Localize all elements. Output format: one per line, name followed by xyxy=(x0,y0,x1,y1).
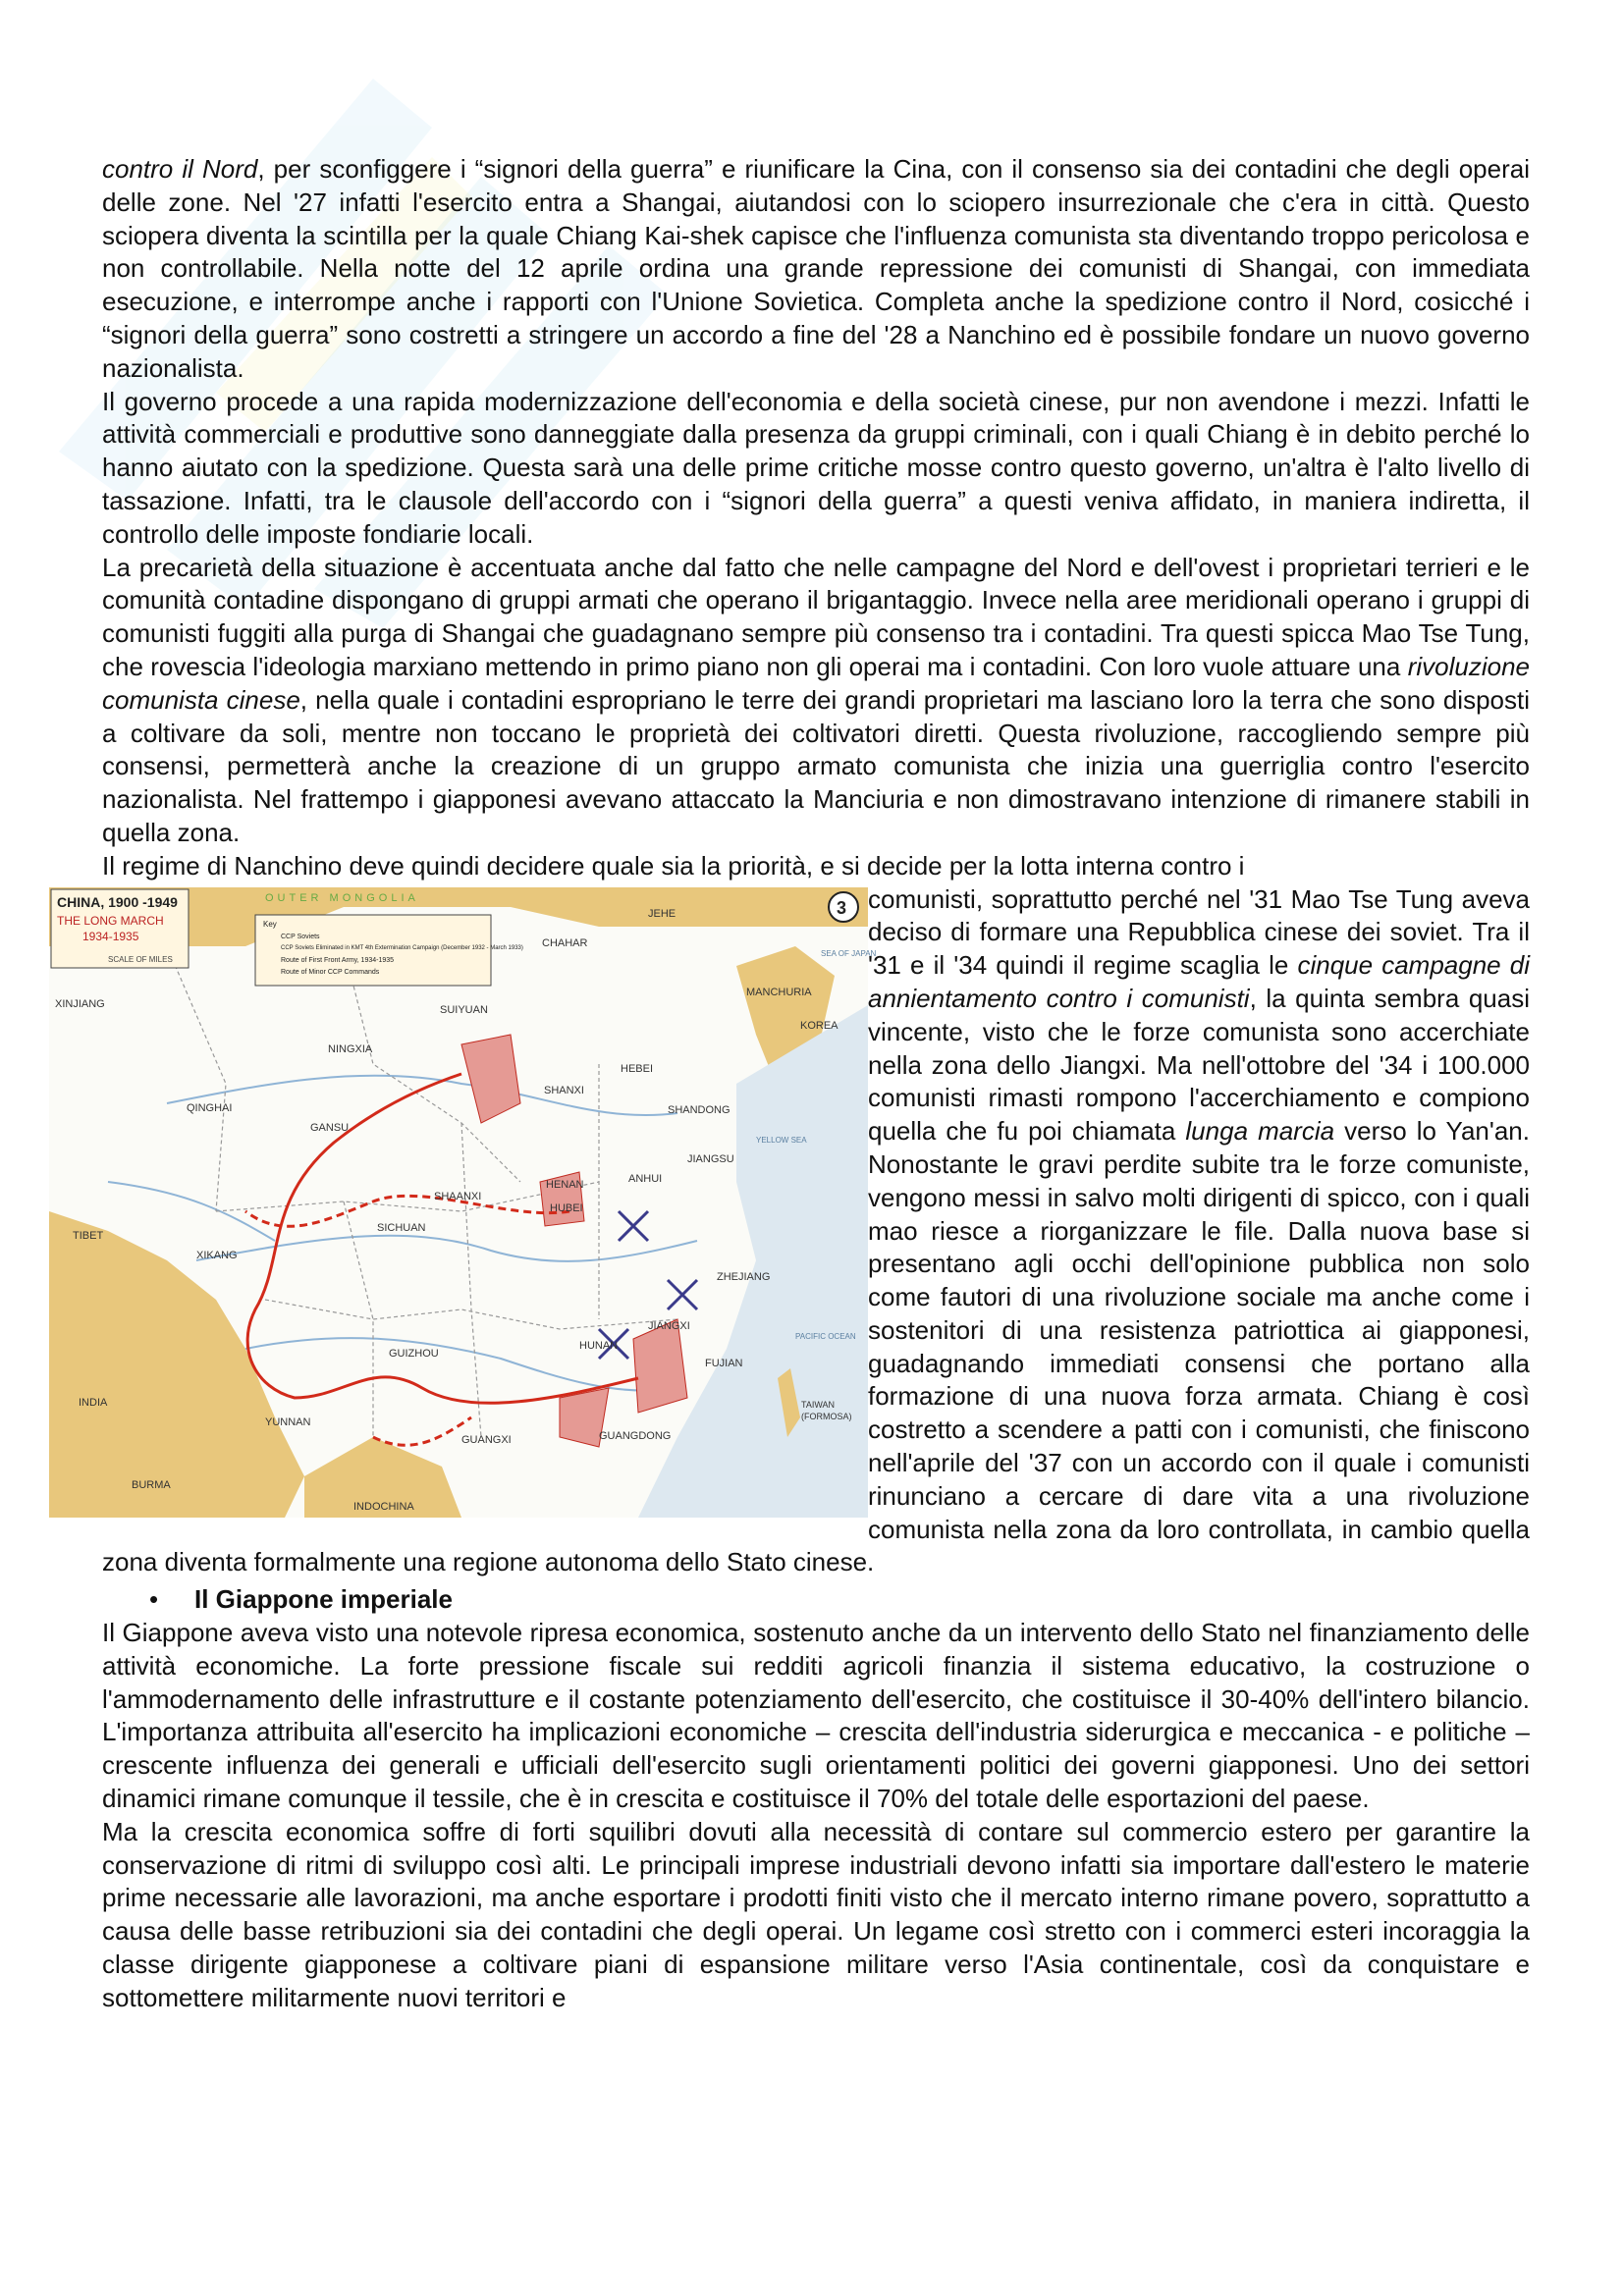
legend-minor-routes: Route of Minor CCP Commands xyxy=(281,968,380,976)
label-anhui: ANHUI xyxy=(628,1172,663,1185)
legend-eliminated: CCP Soviets Eliminated in KMT 4th Extermination Campaign (December 1932 - March 1933) xyxy=(281,944,523,951)
map-years: 1934-1935 xyxy=(82,929,139,943)
legend-key: Key xyxy=(263,919,277,929)
label-burma: BURMA xyxy=(132,1478,171,1491)
map-subtitle: THE LONG MARCH xyxy=(57,913,164,928)
section-heading xyxy=(102,1583,1530,1617)
label-sea-of-japan: SEA OF JAPAN xyxy=(821,948,877,958)
label-formosa: (FORMOSA) xyxy=(801,1411,852,1421)
label-ningxia: NINGXIA xyxy=(328,1042,373,1055)
legend-ccp-soviets: CCP Soviets xyxy=(281,933,320,940)
label-hunan: HUNAN xyxy=(579,1339,619,1352)
label-shanxi: SHANXI xyxy=(544,1084,584,1096)
label-jiangsu: JIANGSU xyxy=(687,1152,734,1165)
map-number: 3 xyxy=(837,897,847,918)
label-fujian: FUJIAN xyxy=(705,1357,743,1369)
label-india: INDIA xyxy=(79,1396,108,1409)
outer-mongolia-label: OUTER MONGOLIA xyxy=(265,891,419,904)
label-manchuria: MANCHURIA xyxy=(746,986,812,998)
paragraph-4-wrapped: comunisti, soprattutto perché nel '31 Mao Tse Tung aveva deciso di formare una Repubblica cinese dei soviet. Tra il '31 e il '34 quindi il regime scaglia le cinque campagne di annientamento contro i comunisti, la quinta sembra quasi vincente, visto che le forze comunista sono accerchiate nella zona dello Jiangxi. Ma nell'ottobre del '34 i 100.000 comunisti rimasti rompono l'accerchiamento e compiono quella che fu poi chiamata lunga marcia verso lo Yan'an. Nonostante le gravi perdite subite tra le forze comuniste, vengono messi in salvo molti dirigenti di spicco, con i quali mao riesce a riorganizzare le file. Dalla nuova base si presentano agli occhi dell'opinione pubblica non solo come fautori di una rivoluzione sociale ma anche come i sostenitori di una resistenza patriottica ai giapponesi, guadagnando immediati consensi che portano alla formazione di una nuova forza armata. Chiang è così costretto a scendere a patti con i comunisti, che finiscono nell'aprile del '37 con un accordo con il quale i comunisti rinunciano a cercare di dare vita a una rivoluzione comunista nella zona da loro controllata, in cambio quella zona diventa formalmente una regione autonoma dello Stato cinese. xyxy=(102,883,1531,1577)
label-qinghai: QINGHAI xyxy=(187,1101,233,1114)
label-jiangxi: JIANGXI xyxy=(648,1319,690,1332)
paragraph-2: Il governo procede a una rapida modernizzazione dell'economia e della società cinese, pur non avendone i mezzi. Infatti le attività commerciali e produttive sono danneggiate dalla presenza da gruppi criminali, con i quali Chiang è in debito perché lo hanno aiutato con la spedizione. Questa sarà una delle prime critiche mosse contro questo governo, un'altra è l'alto livello di tassazione. Infatti, tra le clausole dell'accordo con i “signori della guerra” a questi veniva affidato, in maniera indiretta, il controllo delle imposte fondiarie locali. xyxy=(102,386,1530,549)
label-guangxi: GUANGXI xyxy=(461,1433,512,1446)
label-gansu: GANSU xyxy=(310,1121,350,1134)
map-scale: SCALE OF MILES xyxy=(108,954,173,964)
paragraph-5: Il Giappone aveva visto una notevole ripresa economica, sostenuto anche da un intervento dello Stato nel finanziamento delle attività economiche. La forte pressione fiscale sui redditi agricoli finanzia il sistema educativo, la costruzione o l'ammodernamento delle infrastrutture e il costante potenziamento dell'esercito, che costituisce il 30-40% dell'intero bilancio. L'importanza attribuita all'esercito ha implicazioni economiche – crescita dell'industria siderurgica e meccanica - e politiche – crescente influenza dei generali e ufficiali dell'esercito sugli orientamenti politici dei governi giapponesi. Uno dei settori dinamici rimane comunque il tessile, che è in crescita e costituisce il 70% del totale delle esportazioni del paese. xyxy=(102,1618,1530,1814)
label-sichuan: SICHUAN xyxy=(377,1221,426,1234)
label-suiyuan: SUIYUAN xyxy=(440,1003,488,1016)
label-hebei: HEBEI xyxy=(621,1062,654,1075)
label-indochina: INDOCHINA xyxy=(353,1500,414,1513)
label-tibet: TIBET xyxy=(73,1229,104,1242)
label-hubei: HUBEI xyxy=(550,1201,583,1214)
label-zhejiang: ZHEJIANG xyxy=(717,1270,771,1283)
label-henan: HENAN xyxy=(546,1178,584,1191)
label-shaanxi: SHAANXI xyxy=(434,1190,482,1202)
paragraph-1: contro il Nord, per sconfiggere i “signori della guerra” e riunificare la Cina, con il consenso sia dei contadini che degli operai delle zone. Nel '27 infatti l'esercito entra a Shangai, aiutandosi con lo sciopero insurrezionale che c'era in città. Questo sciopera diventa la scintilla per la quale Chiang Kai-shek capisce che l'influenza comunista sta diventando troppo pericolosa e non controllabile. Nella notte del 12 aprile ordina una grande repressione dei comunisti di Shangai, con immediata esecuzione, e interrompe anche i rapporti con l'Unione Sovietica. Completa anche la spedizione contro il Nord, cosicché i “signori della guerra” sono costretti a stringere un accordo a fine del '28 a Nanchino ed è possibile fondare un nuovo governo nazionalista. xyxy=(102,154,1530,383)
label-shandong: SHANDONG xyxy=(668,1103,730,1116)
label-guangdong: GUANGDONG xyxy=(599,1429,672,1442)
document-body xyxy=(55,153,1531,2015)
label-guizhou: GUIZHOU xyxy=(389,1347,439,1360)
label-jehe: JEHE xyxy=(648,907,676,920)
section-title: Il Giappone imperiale xyxy=(194,1584,453,1615)
label-chahar: CHAHAR xyxy=(542,936,588,949)
paragraph-3: La precarietà della situazione è accentuata anche dal fatto che nelle campagne del Nord e dell'ovest i proprietari terrieri e le comunità contadine dispongano di gruppi armati che operano il brigantaggio. Invece nella aree meridionali operano i gruppi di comunisti fuggiti alla purga di Shangai che guadagnano sempre più consenso tra i contadini. Tra questi spicca Mao Tse Tung, che rovescia l'ideologia marxiano mettendo in primo piano non gli operai ma i contadini. Con loro vuole attuare una rivoluzione comunista cinese, nella quale i contadini espropriano le terre dei grandi proprietari ma lasciano loro la terra che sono disposti a coltivare da soli, mentre non toccano le proprietà dei coltivatori diretti. Questa rivoluzione, raccogliendo sempre più consensi, permetterà anche la creazione di un gruppo armato comunista che inizia una guerriglia contro l'esercito nazionalista. Nel frattempo i giapponesi avevano attaccato la Manciuria e non dimostravano intenzione di rimanere stabili in quella zona. xyxy=(102,552,1530,847)
label-korea: KOREA xyxy=(800,1019,839,1032)
label-xikang: XIKANG xyxy=(196,1249,238,1261)
map-title: CHINA, 1900 -1949 xyxy=(57,893,178,910)
label-yellow-sea: YELLOW SEA xyxy=(756,1135,807,1145)
label-pacific-ocean: PACIFIC OCEAN xyxy=(795,1331,856,1341)
label-yunnan: YUNNAN xyxy=(265,1415,311,1428)
label-xinjiang: XINJIANG xyxy=(55,997,105,1010)
bullet-point: • xyxy=(149,1584,159,1615)
long-march-map xyxy=(49,887,877,1518)
paragraph-6: Ma la crescita economica soffre di forti squilibri dovuti alla necessità di contare sul commercio estero per garantire la conservazione di ritmi di sviluppo così alti. Le principali imprese industriali devono infatti sia importare dall'estero le materie prime necessarie alle lavorazioni, ma anche esportare i prodotti finiti visto che il mercato interno rimane povero, soprattutto a causa delle basse retribuzioni sia dei contadini che degli operai. Un legame così stretto con i commerci esteri incoraggia la classe dirigente giapponese a coltivare piani di espansione militare verso l'Asia continentale, così da conquistare e sottomettere militarmente nuovi territori e xyxy=(102,1816,1530,2012)
paragraph-4-first-line: Il regime di Nanchino deve quindi decidere quale sia la priorità, e si decide per la lotta interna contro i xyxy=(102,850,1245,881)
legend-first-front: Route of First Front Army, 1934-1935 xyxy=(281,956,395,964)
label-taiwan: TAIWAN xyxy=(801,1399,835,1410)
